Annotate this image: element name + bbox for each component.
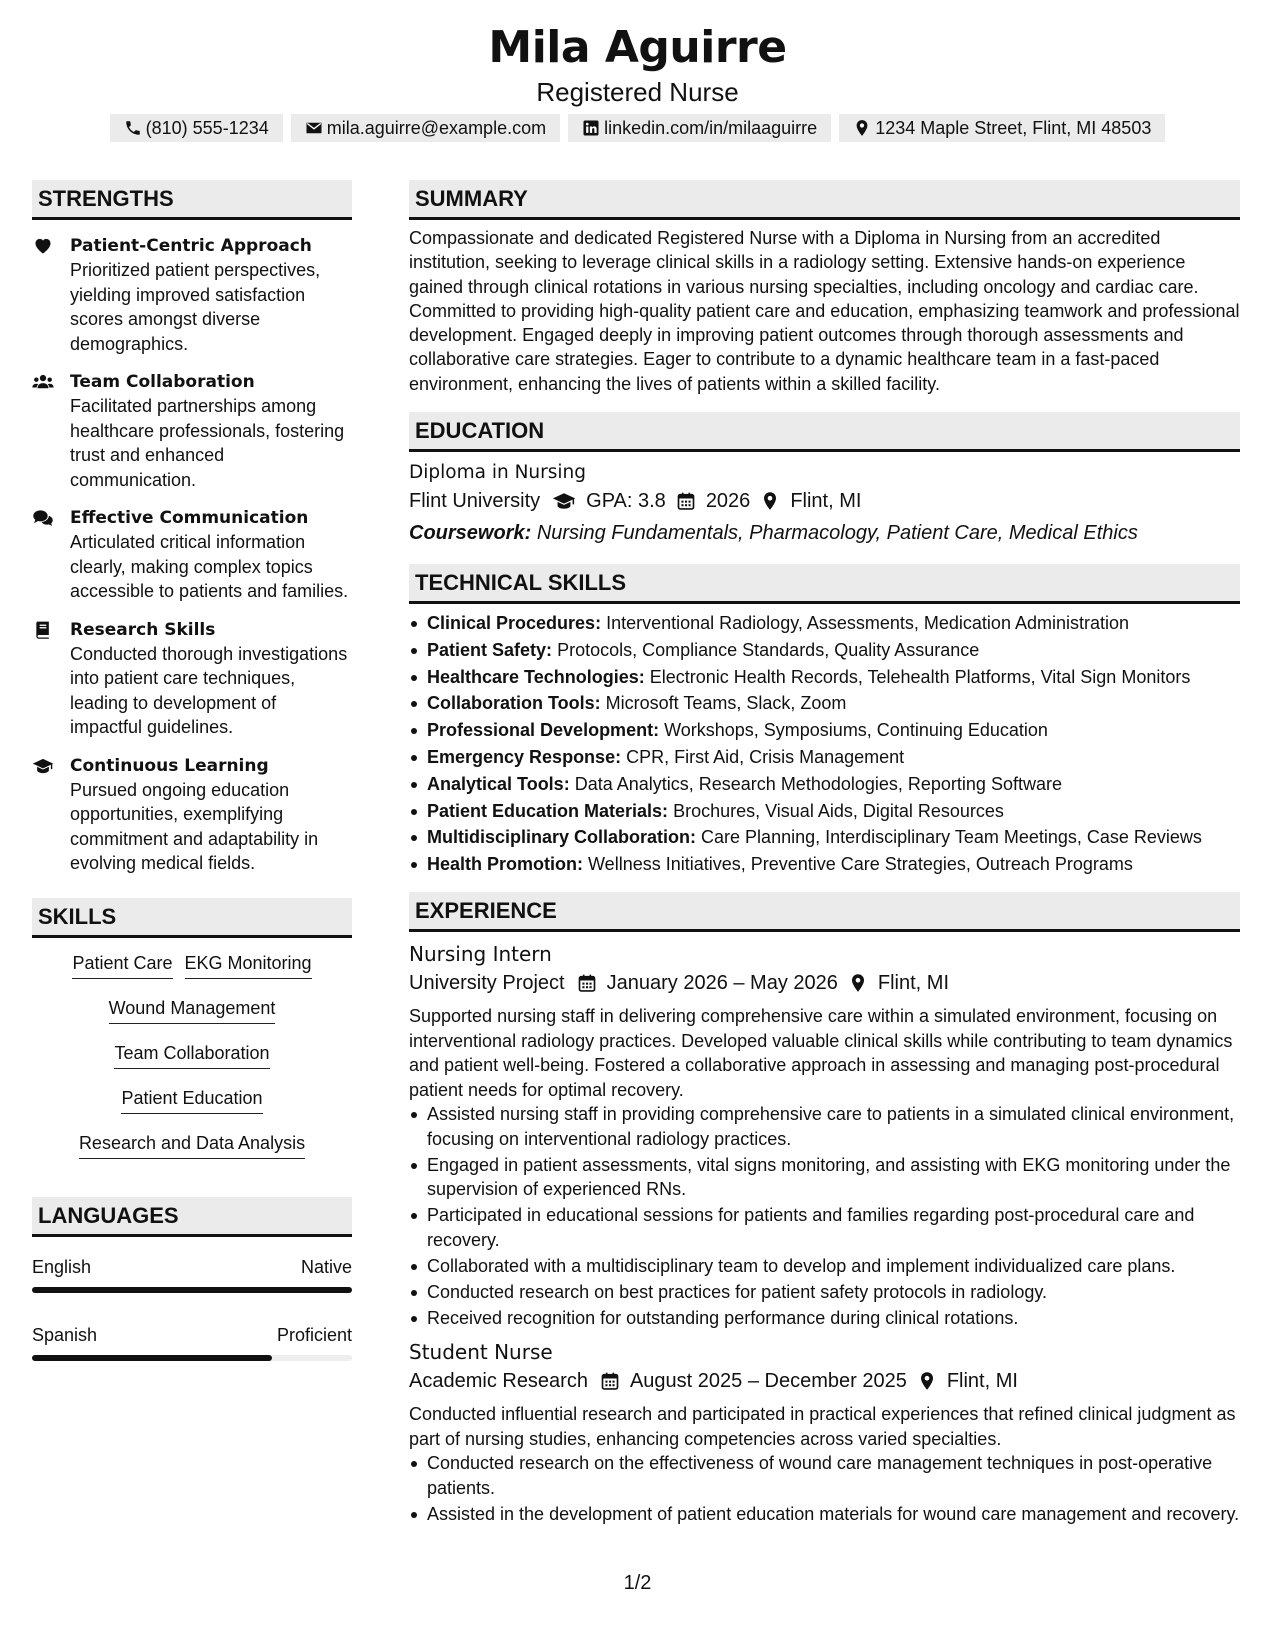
school-name: Flint University — [409, 490, 541, 513]
skill-tag: Patient Care — [72, 950, 172, 979]
phone-text: (810) 555-1234 — [145, 118, 269, 138]
language-item — [32, 1255, 352, 1293]
skill-value: CPR, First Aid, Crisis Management — [626, 747, 905, 768]
envelope-icon — [305, 119, 323, 137]
strength-item — [32, 754, 352, 876]
list-item — [409, 744, 1240, 771]
resume-header — [0, 22, 1275, 142]
calendar-icon — [676, 491, 696, 511]
skill-value: Protocols, Compliance Standards, Quality Assurance — [557, 639, 980, 660]
skills-list — [32, 938, 352, 1175]
contact-phone[interactable] — [110, 114, 283, 142]
proficiency-bar — [32, 1355, 352, 1361]
contact-email[interactable] — [291, 114, 560, 142]
list-item: Collaborated with a multidisciplinary team to develop and implement individualized care plans. — [409, 1254, 1240, 1279]
position-title: Student Nurse — [409, 1340, 553, 1365]
technical-skills-list — [409, 610, 1240, 878]
strength-item — [32, 506, 352, 604]
strength-title: Research Skills — [70, 619, 216, 640]
strength-title: Team Collaboration — [70, 372, 255, 392]
list-item: Engaged in patient assessments, vital signs monitoring, and assisting with EKG monitoring under the supervision of experienced RNs. — [409, 1153, 1240, 1202]
gpa: GPA: 3.8 — [586, 490, 666, 513]
map-pin-icon — [853, 119, 871, 137]
list-item: Assisted in the development of patient education materials for wound care management and recovery. — [409, 1502, 1240, 1527]
skills-heading: SKILLS — [32, 898, 352, 938]
technical-skills-heading: TECHNICAL SKILLS — [409, 564, 1240, 604]
calendar-icon — [600, 1371, 620, 1391]
position-title: Nursing Intern — [409, 942, 552, 967]
users-icon — [32, 372, 54, 392]
skill-tag: Team Collaboration — [114, 1040, 269, 1069]
skill-tag: Research and Data Analysis — [79, 1130, 305, 1159]
calendar-icon — [577, 973, 597, 993]
strength-desc: Pursued ongoing education opportunities, exemplifying commitment and adaptability in evolving medical fields. — [70, 779, 319, 873]
date-range: January 2026 – May 2026 — [606, 972, 838, 995]
list-item — [409, 771, 1240, 798]
proficiency-bar — [32, 1287, 352, 1293]
skill-tag: EKG Monitoring — [185, 950, 312, 979]
coursework-label: Coursework: — [409, 522, 532, 545]
summary-heading: SUMMARY — [409, 180, 1240, 220]
candidate-name: Mila Aguirre — [488, 22, 787, 73]
skill-tag: Patient Education — [121, 1085, 262, 1114]
graduation-year: 2026 — [705, 490, 751, 513]
linkedin-text: linkedin.com/in/milaaguirre — [604, 118, 818, 138]
coursework — [409, 518, 1240, 548]
languages-heading: LANGUAGES — [32, 1197, 352, 1237]
skill-value: Workshops, Symposiums, Continuing Education — [664, 720, 1048, 741]
education-heading: EDUCATION — [409, 412, 1240, 452]
organization: University Project — [409, 972, 565, 995]
graduation-cap-icon — [552, 491, 576, 511]
heart-icon — [32, 236, 54, 256]
skill-value: Microsoft Teams, Slack, Zoom — [605, 693, 847, 714]
address-text: 1234 Maple Street, Flint, MI 48503 — [875, 118, 1152, 138]
skill-label: Emergency Response: — [427, 747, 622, 768]
list-item — [409, 851, 1240, 878]
skill-value: Data Analytics, Research Methodologies, Reporting Software — [574, 773, 1062, 794]
position-description: Supported nursing staff in delivering comprehensive care within a simulated environment, focusing on interventional radiology practices. Developed valuable clinical skills while contributing to team dynamics and patient well-being. Fostered a collaborative approach in assessing and managing post-procedural patient needs for optimal recovery. — [409, 1006, 1233, 1100]
organization: Academic Research — [409, 1370, 588, 1393]
contact-linkedin[interactable] — [568, 114, 831, 142]
skill-value: Care Planning, Interdisciplinary Team Meetings, Case Reviews — [701, 827, 1202, 848]
skill-value: Interventional Radiology, Assessments, Medication Administration — [606, 613, 1130, 634]
language-level: Proficient — [276, 1324, 352, 1345]
skill-label: Patient Education Materials: — [427, 800, 669, 821]
language-level: Native — [300, 1256, 352, 1277]
list-item — [409, 664, 1240, 691]
email-text: mila.aguirre@example.com — [326, 118, 547, 138]
position-location: Flint, MI — [877, 972, 950, 995]
achievement-list — [409, 1102, 1240, 1330]
language-name: English — [32, 1256, 92, 1277]
list-item — [409, 798, 1240, 825]
list-item: Received recognition for outstanding performance during clinical rotations. — [409, 1306, 1240, 1331]
experience-entry — [409, 940, 1240, 1330]
skill-value: Wellness Initiatives, Preventive Care Strategies, Outreach Programs — [588, 854, 1133, 875]
language-item — [32, 1323, 352, 1361]
skill-value: Electronic Health Records, Telehealth Platforms, Vital Sign Monitors — [649, 666, 1191, 687]
strength-item — [32, 234, 352, 356]
strength-title: Patient-Centric Approach — [70, 236, 312, 256]
list-item: Assisted nursing staff in providing comprehensive care to patients in a simulated clinical environment, focusing on interventional radiology practices. — [409, 1102, 1240, 1151]
book-icon — [32, 620, 54, 640]
strength-desc: Prioritized patient perspectives, yielding improved satisfaction scores amongst diverse demographics. — [70, 260, 321, 354]
position-location: Flint, MI — [946, 1370, 1018, 1393]
education-location: Flint, MI — [790, 490, 862, 513]
strength-desc: Facilitated partnerships among healthcare professionals, fostering trust and enhanced communication. — [70, 396, 345, 490]
skill-value: Brochures, Visual Aids, Digital Resources — [673, 800, 1004, 821]
list-item: Conducted research on the effectiveness of wound care management techniques in post-operative patients. — [409, 1451, 1240, 1500]
list-item — [409, 637, 1240, 664]
proficiency-fill — [32, 1287, 352, 1293]
skill-label: Multidisciplinary Collaboration: — [427, 827, 697, 848]
position-description: Conducted influential research and participated in practical experiences that refined clinical judgment as part of nursing studies, enhancing competencies across varied specialties. — [409, 1404, 1236, 1449]
contact-address[interactable] — [839, 114, 1165, 142]
skill-label: Clinical Procedures: — [427, 613, 602, 634]
skill-label: Professional Development: — [427, 720, 660, 741]
strength-desc: Articulated critical information clearly, making complex topics accessible to patients and families. — [70, 532, 349, 601]
graduation-cap-icon — [32, 756, 54, 776]
proficiency-fill — [32, 1355, 272, 1361]
strength-item — [32, 618, 352, 740]
strength-title: Effective Communication — [70, 508, 309, 528]
language-name: Spanish — [32, 1324, 98, 1345]
list-item — [409, 690, 1240, 717]
date-range: August 2025 – December 2025 — [629, 1370, 907, 1393]
linkedin-icon — [582, 119, 600, 137]
list-item: Participated in educational sessions for patients and families regarding post-procedural care and recovery. — [409, 1203, 1240, 1252]
summary-text: Compassionate and dedicated Registered Nurse with a Diploma in Nursing from an accredited institution, seeking to leverage clinical skills in a radiology setting. Extensive hands-on experience gained through clinical rotations in various nursing specialties, including oncology and cardiac care. Committed to providing high-quality patient care and education, emphasizing teamwork and professional development. Engaged deeply in improving patient outcomes through thorough assessments and collaborative care strategies. Eager to contribute to a dynamic healthcare team in a fast-paced environment, enhancing the lives of patients within a skilled facility. — [409, 228, 1240, 394]
skill-label: Patient Safety: — [427, 639, 553, 660]
map-pin-icon — [917, 1371, 937, 1391]
left-column — [32, 180, 352, 1361]
strengths-heading: STRENGTHS — [32, 180, 352, 220]
list-item: Conducted research on best practices for patient safety protocols in radiology. — [409, 1280, 1240, 1305]
page-number: 1/2 — [623, 1572, 652, 1594]
strength-item — [32, 370, 352, 492]
map-pin-icon — [760, 491, 780, 511]
skill-label: Analytical Tools: — [427, 773, 570, 794]
contact-bar — [0, 114, 1275, 142]
list-item — [409, 610, 1240, 637]
degree-title: Diploma in Nursing — [409, 462, 586, 484]
coursework-list: Nursing Fundamentals, Pharmacology, Patient Care, Medical Ethics — [536, 522, 1138, 545]
phone-icon — [124, 119, 142, 137]
job-title: Registered Nurse — [536, 77, 739, 107]
skill-label: Healthcare Technologies: — [427, 666, 645, 687]
position-meta — [409, 1366, 1240, 1396]
strength-desc: Conducted thorough investigations into patient care techniques, leading to development of impactful guidelines. — [70, 643, 348, 737]
comments-icon — [32, 508, 54, 528]
list-item — [409, 717, 1240, 744]
right-column — [409, 180, 1240, 1528]
experience-entry — [409, 1338, 1240, 1526]
skill-label: Health Promotion: — [427, 854, 583, 875]
skill-label: Collaboration Tools: — [427, 693, 601, 714]
list-item — [409, 824, 1240, 851]
strength-title: Continuous Learning — [70, 755, 269, 776]
education-meta — [409, 486, 1240, 516]
skill-tag: Wound Management — [109, 995, 276, 1024]
map-pin-icon — [848, 973, 868, 993]
achievement-list — [409, 1451, 1240, 1526]
experience-heading: EXPERIENCE — [409, 892, 1240, 932]
position-meta — [409, 968, 1240, 998]
